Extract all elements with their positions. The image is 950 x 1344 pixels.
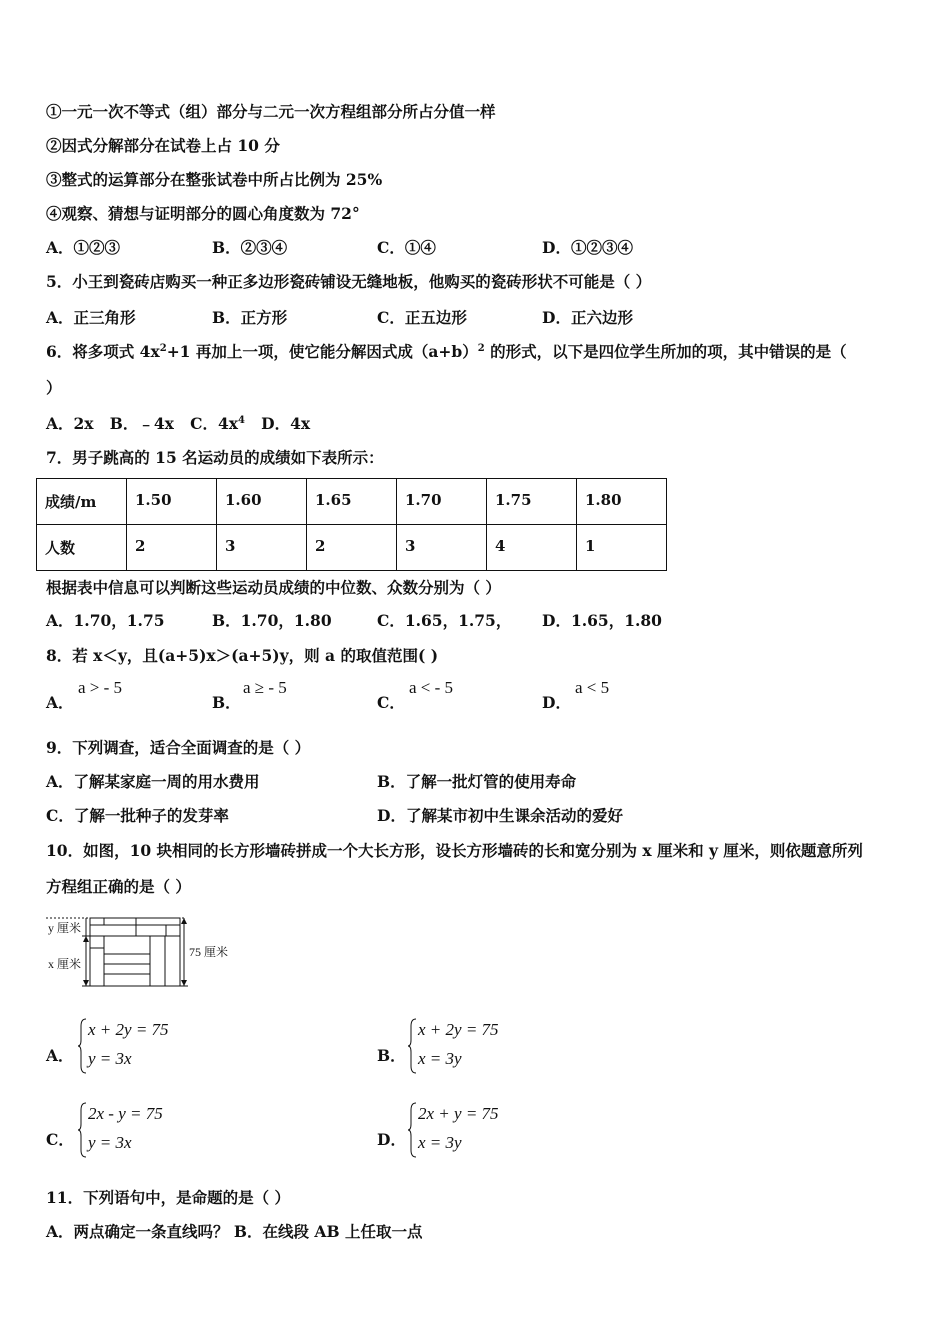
q10-label-d[interactable]: D．: [377, 1130, 406, 1149]
q7-stem: 7．男子跳高的 15 名运动员的成绩如下表所示：: [46, 448, 384, 467]
q4-option-a[interactable]: A．①②③: [46, 238, 121, 257]
q7-option-a[interactable]: A．1.70，1.75: [46, 611, 165, 630]
q6-option-d[interactable]: D．4x: [261, 414, 311, 433]
table-cell: 1: [577, 525, 667, 571]
tile-diagram: [46, 912, 236, 992]
q8-label-c[interactable]: C．: [377, 693, 405, 712]
q8-label-a[interactable]: A．: [46, 693, 74, 712]
statement-1: ①一元一次不等式（组）部分与二元一次方程组部分所占分值一样: [46, 102, 496, 121]
q8-label-d[interactable]: D．: [542, 693, 571, 712]
q5-option-a[interactable]: A．正三角形: [46, 308, 136, 327]
q5-option-d[interactable]: D．正六边形: [542, 308, 633, 327]
table-cell: 2: [127, 525, 217, 571]
statement-3: ③整式的运算部分在整张试卷中所占比例为 25%: [46, 170, 383, 189]
label-y: y 厘米: [48, 921, 82, 935]
table-row: [37, 525, 667, 571]
brace-icon: [408, 1102, 418, 1158]
q4-option-d[interactable]: D．①②③④: [542, 238, 633, 257]
q9-option-d[interactable]: D．了解某市初中生课余活动的爱好: [377, 806, 623, 825]
q9-stem: 9．下列调查，适合全面调查的是（ ）: [46, 738, 311, 757]
q7-option-d[interactable]: D．1.65，1.80: [542, 611, 662, 630]
q7-option-b[interactable]: B．1.70，1.80: [212, 611, 332, 630]
label-x: x 厘米: [48, 957, 82, 971]
table-cell: 成绩/m: [37, 479, 127, 525]
q6-option-c[interactable]: C．$4x^4$: [190, 414, 245, 433]
q10-stem-line1: 10．如图，10 块相同的长方形墙砖拼成一个大长方形，设长方形墙砖的长和宽分别为 x 厘米和 y 厘米，则依题意所列: [46, 841, 863, 860]
q4-option-b[interactable]: B．②③④: [212, 238, 288, 257]
q4-option-c[interactable]: C．①④: [377, 238, 436, 257]
table-cell: 1.65: [307, 479, 397, 525]
brace-icon: [408, 1018, 418, 1074]
q10-system-a: x + 2y = 75 y = 3x: [78, 1018, 218, 1074]
q5-option-c[interactable]: C．正五边形: [377, 308, 467, 327]
table-cell: 3: [397, 525, 487, 571]
table-cell: 1.70: [397, 479, 487, 525]
q8-expr-d: a < 5: [575, 678, 610, 697]
brace-icon: [78, 1102, 88, 1158]
table-cell: 4: [487, 525, 577, 571]
q8-expr-c: a < - 5: [409, 678, 454, 697]
q11-options[interactable]: A．两点确定一条直线吗？ B．在线段 AB 上任取一点: [46, 1222, 423, 1241]
q5-stem: 5．小王到瓷砖店购买一种正多边形瓷砖铺设无缝地板，他购买的瓷砖形状不可能是（ ）: [46, 272, 652, 291]
q8-stem: 8．若 x＜y，且(a+5)x＞(a+5)y，则 a 的取值范围( ): [46, 646, 439, 665]
q6-option-a[interactable]: A．2x: [46, 414, 94, 433]
label-75: 75 厘米: [189, 945, 229, 959]
table-cell: 1.60: [217, 479, 307, 525]
q10-system-b: x + 2y = 75 x = 3y: [408, 1018, 548, 1074]
table-cell: 人数: [37, 525, 127, 571]
statement-4: ④观察、猜想与证明部分的圆心角度数为 72°: [46, 204, 360, 223]
q5-option-b[interactable]: B．正方形: [212, 308, 288, 327]
q8-expr-a: a > - 5: [78, 678, 123, 697]
q10-stem-line2: 方程组正确的是（ ）: [46, 877, 191, 896]
q8-expr-b: a ≥ - 5: [243, 678, 287, 697]
q9-option-b[interactable]: B．了解一批灯管的使用寿命: [377, 772, 577, 791]
q6-options: [46, 414, 310, 434]
q10-system-c: 2x - y = 75 y = 3x: [78, 1102, 218, 1158]
q10-label-b[interactable]: B．: [377, 1046, 406, 1065]
table-cell: 3: [217, 525, 307, 571]
table-cell: 1.80: [577, 479, 667, 525]
q7-question: 根据表中信息可以判断这些运动员成绩的中位数、众数分别为（ ）: [46, 578, 501, 597]
q6-stem: 6．将多项式 $4x^2+1$ 再加上一项，使它能分解因式成$(a+b)^2$ 的形式，以下是四位学生所加的项，其中错误的是（: [46, 342, 847, 361]
q6-stem-close: ）: [46, 378, 62, 397]
q10-label-a[interactable]: A．: [46, 1046, 74, 1065]
q11-stem: 11．下列语句中，是命题的是（ ）: [46, 1188, 290, 1207]
tile-figure: [46, 912, 236, 992]
q9-option-a[interactable]: A．了解某家庭一周的用水费用: [46, 772, 260, 791]
table-row: [37, 479, 667, 525]
q8-label-b[interactable]: B．: [212, 693, 241, 712]
statement-2: ②因式分解部分在试卷上占 10 分: [46, 136, 280, 155]
q6-option-b[interactable]: B．﹣4x: [109, 414, 174, 433]
table-cell: 2: [307, 525, 397, 571]
q7-option-c[interactable]: C．1.65，1.75，: [377, 611, 512, 630]
q10-system-d: 2x + y = 75 x = 3y: [408, 1102, 548, 1158]
table-cell: 1.75: [487, 479, 577, 525]
q10-label-c[interactable]: C．: [46, 1130, 74, 1149]
brace-icon: [78, 1018, 88, 1074]
table-cell: 1.50: [127, 479, 217, 525]
q9-option-c[interactable]: C．了解一批种子的发芽率: [46, 806, 229, 825]
scores-table: [36, 478, 667, 571]
